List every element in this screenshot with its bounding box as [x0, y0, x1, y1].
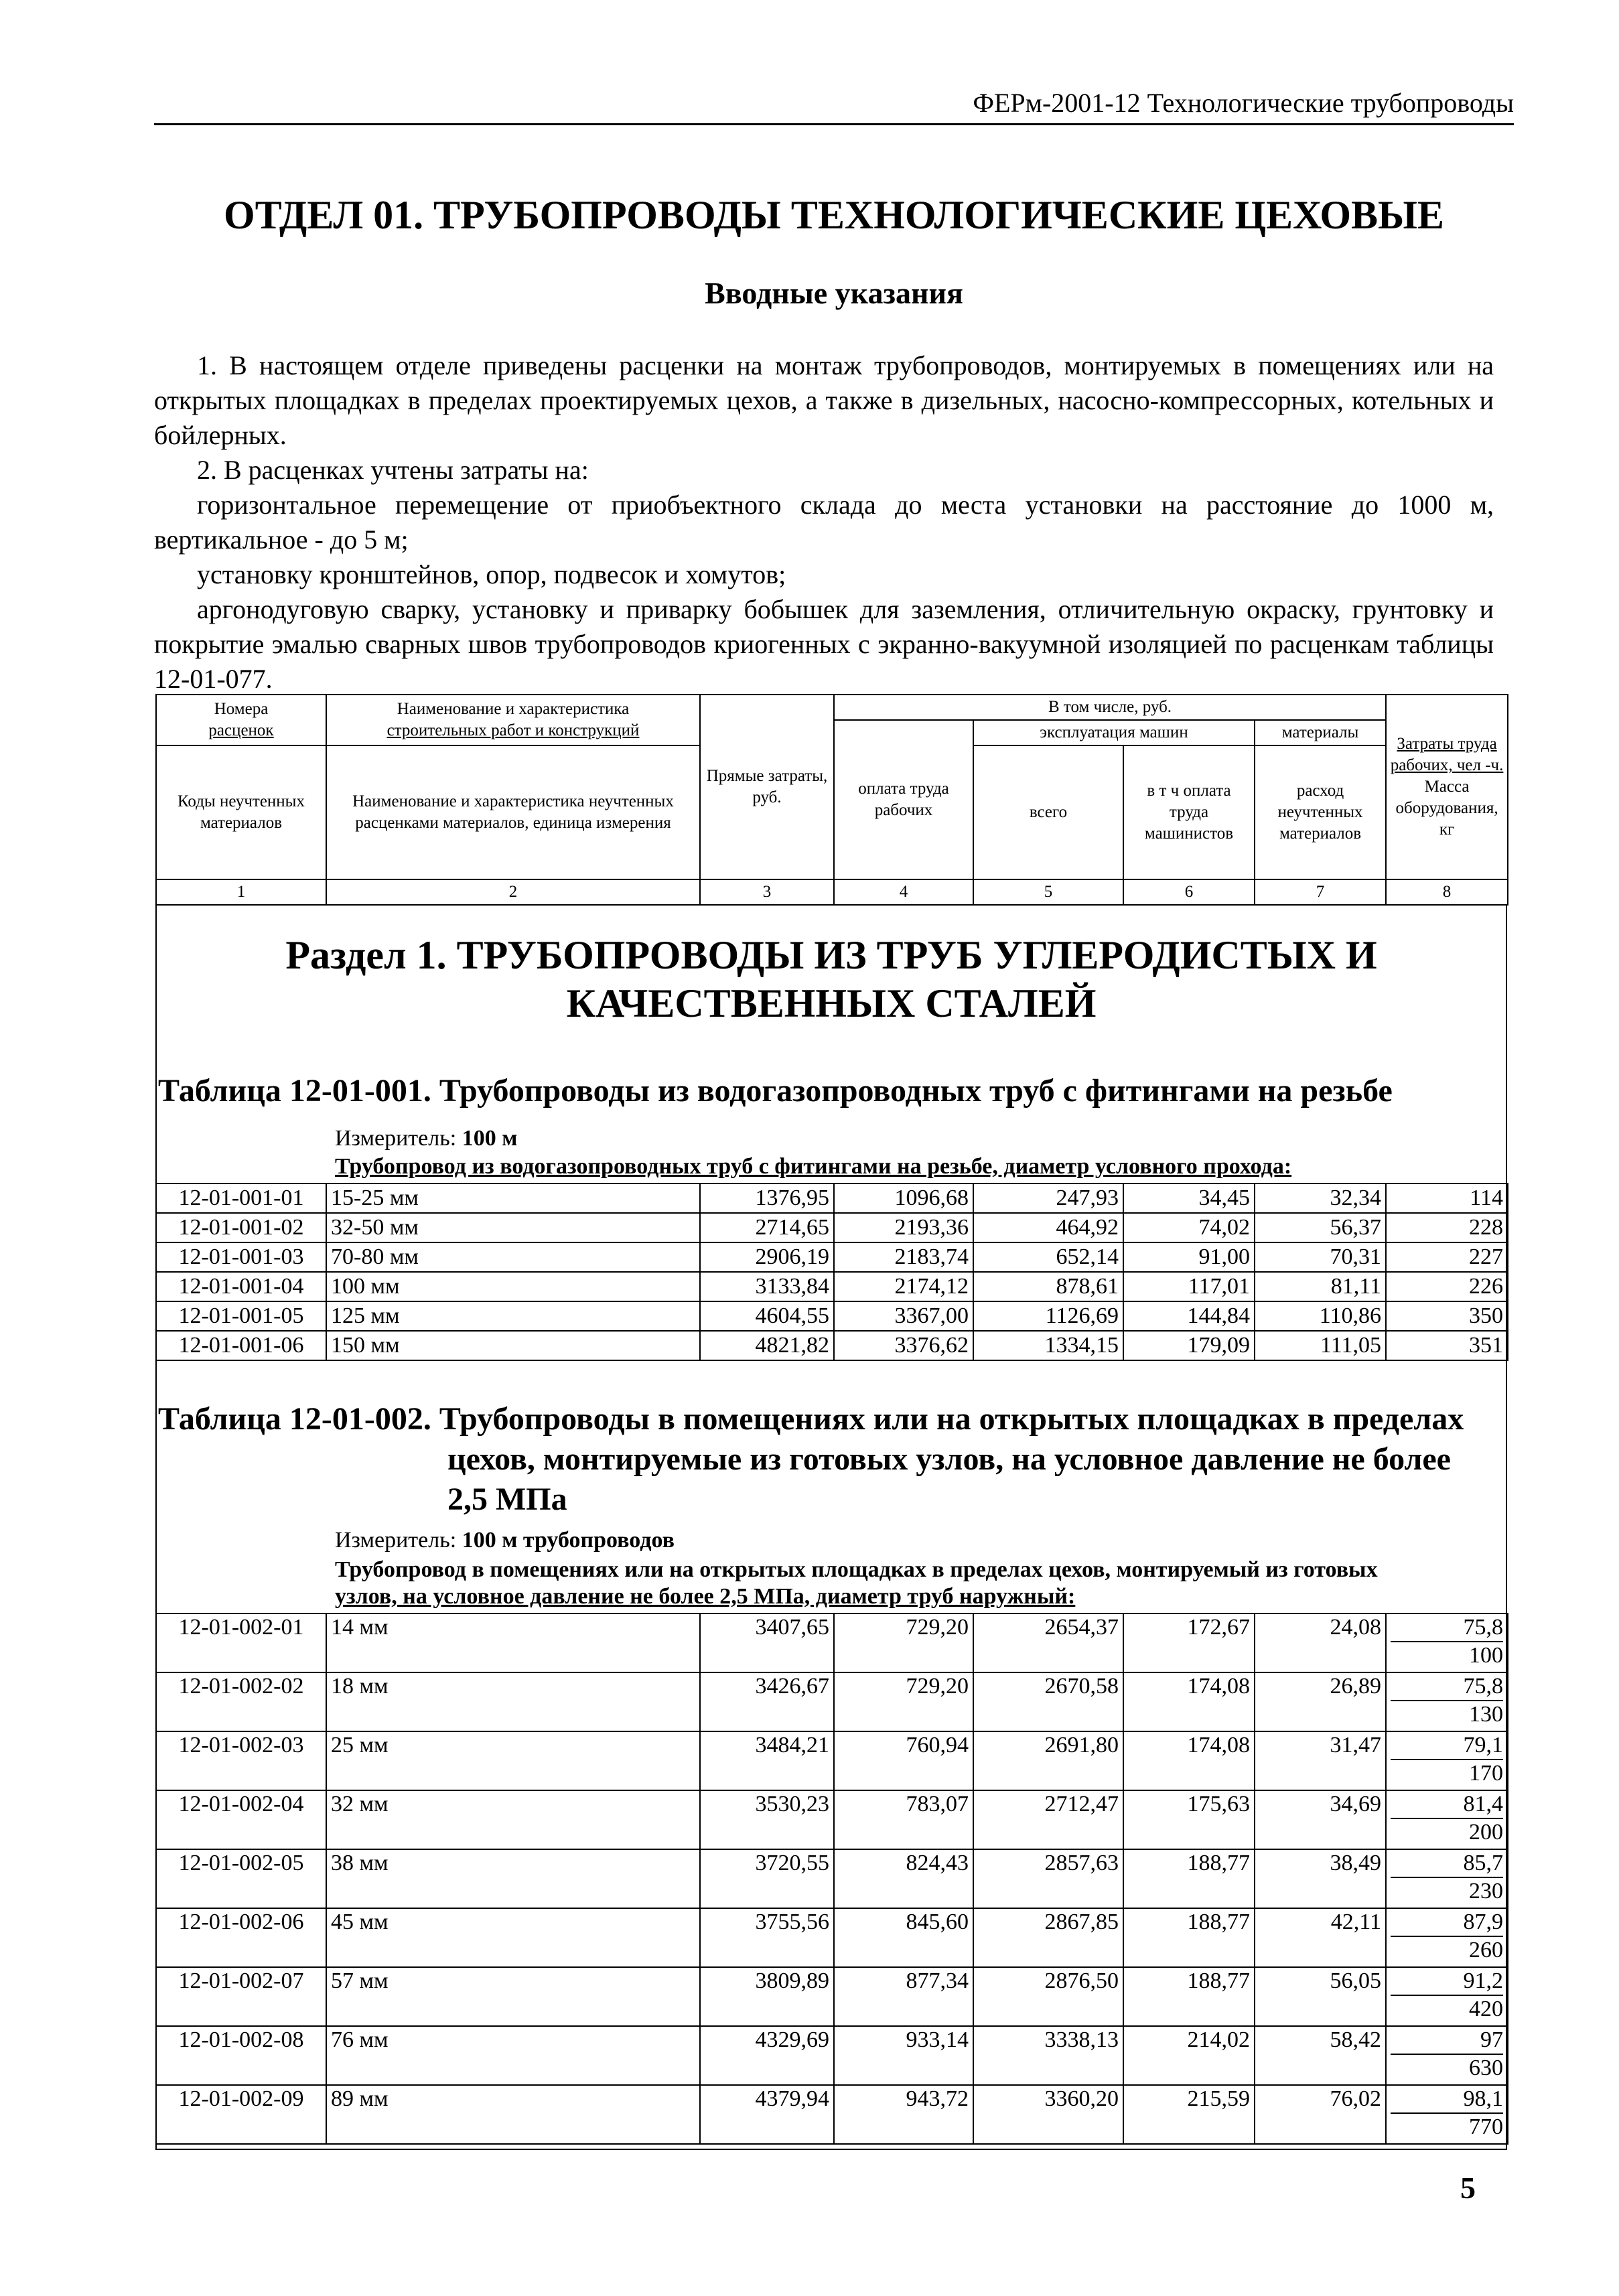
col-num-1: 1: [156, 879, 326, 905]
machinist-pay: 174,08: [1123, 1672, 1255, 1731]
materials: 26,89: [1255, 1672, 1386, 1731]
table-row: [156, 1301, 1508, 1331]
machine-total: 1126,69: [973, 1301, 1123, 1331]
table-2-title-line-1: Таблица 12-01-002. Трубопроводы в помещениях или на открытых площадках в пределах: [158, 1401, 1464, 1437]
labor-pay: 877,34: [834, 1967, 973, 2026]
direct-cost: 2906,19: [700, 1242, 834, 1272]
work-name: 38 мм: [326, 1849, 700, 1908]
table-1-group: Трубопровод из водогазопроводных труб с фитингами на резьбе, диаметр условного прохода:: [335, 1154, 1292, 1179]
direct-cost: 3407,65: [700, 1613, 834, 1672]
rate-code: 12-01-002-08: [156, 2026, 326, 2085]
labor-pay: 1096,68: [834, 1183, 973, 1213]
table-1-rows: [155, 1183, 1508, 1361]
labor-hours: 228: [1386, 1213, 1508, 1242]
labor-hours: 227: [1386, 1242, 1508, 1272]
labor-hours: 350: [1386, 1301, 1508, 1331]
materials: 111,05: [1255, 1331, 1386, 1360]
labor-hours: 114: [1386, 1183, 1508, 1213]
rate-code: 12-01-002-01: [156, 1613, 326, 1672]
intro-paragraph-3: горизонтальное перемещение от приобъектного склада до места установки на расстояние до 1000 м, вертикальное - до 5 м;: [154, 490, 1494, 555]
col-num-6: 6: [1123, 879, 1255, 905]
work-name: 32-50 мм: [326, 1213, 700, 1242]
materials: 81,11: [1255, 1272, 1386, 1301]
rate-code: 12-01-002-04: [156, 1790, 326, 1849]
section-title: Раздел 1. ТРУБОПРОВОДЫ ИЗ ТРУБ УГЛЕРОДИСТЫХ И КАЧЕСТВЕННЫХ СТАЛЕЙ: [285, 933, 1377, 1025]
intro-title: Вводные указания: [705, 276, 963, 310]
materials: 42,11: [1255, 1908, 1386, 1967]
col-num-3: 3: [700, 879, 834, 905]
direct-cost: 3133,84: [700, 1272, 834, 1301]
machine-total: 3338,13: [973, 2026, 1123, 2085]
machine-total: 2857,63: [973, 1849, 1123, 1908]
intro-paragraph-5: аргонодуговую сварку, установку и приварку бобышек для заземления, отличительную окраску, грунтовку и покрытие эмалью сварных швов трубопроводов криогенных с экранно-вакуумной изоляцией по расценкам таблицы 12-01-077.: [154, 594, 1494, 694]
labor-pay: 2183,74: [834, 1242, 973, 1272]
labor-hours: 226: [1386, 1272, 1508, 1301]
materials: 56,05: [1255, 1967, 1386, 2026]
header-col3: Прямые затраты, руб.: [700, 695, 834, 879]
table-row: [156, 1967, 1508, 2026]
labor-hours: 351: [1386, 1331, 1508, 1360]
work-name: 125 мм: [326, 1301, 700, 1331]
machinist-pay: 188,77: [1123, 1849, 1255, 1908]
labor-pay: 729,20: [834, 1672, 973, 1731]
machine-total: 2691,80: [973, 1731, 1123, 1790]
labor-pay: 2193,36: [834, 1213, 973, 1242]
labor-hours-and-mass: [1386, 2026, 1508, 2085]
table-row: [156, 1331, 1508, 1360]
rate-code: 12-01-002-06: [156, 1908, 326, 1967]
labor-hours-and-mass: [1386, 1790, 1508, 1849]
equipment-mass: 200: [1469, 1820, 1503, 1845]
table-row: [156, 1672, 1508, 1731]
table-row: [156, 1613, 1508, 1672]
equipment-mass: 260: [1469, 1938, 1503, 1962]
work-name: 100 мм: [326, 1272, 700, 1301]
machinist-pay: 172,67: [1123, 1613, 1255, 1672]
table-2-title-line-3: 2,5 МПа: [447, 1482, 567, 1517]
materials: 24,08: [1255, 1613, 1386, 1672]
labor-pay: 3376,62: [834, 1331, 973, 1360]
table-row: [156, 1731, 1508, 1790]
table-row: [156, 1183, 1508, 1213]
machine-total: 2712,47: [973, 1790, 1123, 1849]
machinist-pay: 144,84: [1123, 1301, 1255, 1331]
direct-cost: 3530,23: [700, 1790, 834, 1849]
rate-code: 12-01-001-04: [156, 1272, 326, 1301]
table-1-title: Таблица 12-01-001. Трубопроводы из водогазопроводных труб с фитингами на резьбе: [158, 1073, 1393, 1108]
direct-cost: 3809,89: [700, 1967, 834, 2026]
work-name: 14 мм: [326, 1613, 700, 1672]
rate-code: 12-01-001-02: [156, 1213, 326, 1242]
rate-code: 12-01-001-05: [156, 1301, 326, 1331]
running-head: ФЕРм-2001-12 Технологические трубопроводы: [154, 87, 1514, 125]
col-num-8: 8: [1386, 879, 1508, 905]
direct-cost: 4329,69: [700, 2026, 834, 2085]
machinist-pay: 117,01: [1123, 1272, 1255, 1301]
labor-hours: 81,4: [1391, 1791, 1503, 1819]
direct-cost: 3755,56: [700, 1908, 834, 1967]
header-col1-bottom: Коды неучтенных материалов: [156, 745, 326, 879]
direct-cost: 1376,95: [700, 1183, 834, 1213]
machinist-pay: 91,00: [1123, 1242, 1255, 1272]
materials: 56,37: [1255, 1213, 1386, 1242]
equipment-mass: 230: [1469, 1879, 1503, 1904]
labor-hours-and-mass: [1386, 1672, 1508, 1731]
labor-hours-and-mass: [1386, 2085, 1508, 2144]
machinist-pay: 175,63: [1123, 1790, 1255, 1849]
work-name: 45 мм: [326, 1908, 700, 1967]
labor-hours-and-mass: [1386, 1908, 1508, 1967]
table-2-title-line-2: цехов, монтируемые из готовых узлов, на условное давление не более: [447, 1441, 1451, 1477]
table-1-meter: Измеритель: 100 м: [335, 1126, 518, 1151]
rate-code: 12-01-002-07: [156, 1967, 326, 2026]
machine-total: 2876,50: [973, 1967, 1123, 2026]
labor-pay: 933,14: [834, 2026, 973, 2085]
intro-paragraph-1: 1. В настоящем отделе приведены расценки на монтаж трубопроводов, монтируемых в помещениях или на открытых площадках в пределах проектируемых цехов, а также в дизельных, насосно-компрессорных, котельных и бойлерных.: [154, 350, 1494, 450]
rate-code: 12-01-002-09: [156, 2085, 326, 2144]
table-2-group-line-1: Трубопровод в помещениях или на открытых площадках в пределах цехов, монтируемый из готовых: [335, 1557, 1378, 1582]
machinist-pay: 74,02: [1123, 1213, 1255, 1242]
labor-hours: 75,8: [1391, 1614, 1503, 1642]
table-row: [156, 1213, 1508, 1242]
machine-total: 652,14: [973, 1242, 1123, 1272]
labor-hours-and-mass: [1386, 1731, 1508, 1790]
col-num-2: 2: [326, 879, 700, 905]
machinist-pay: 188,77: [1123, 1908, 1255, 1967]
table-2-rows: [155, 1613, 1508, 2145]
equipment-mass: 130: [1469, 1702, 1503, 1727]
machine-total: 878,61: [973, 1272, 1123, 1301]
labor-hours-and-mass: [1386, 1613, 1508, 1672]
materials: 58,42: [1255, 2026, 1386, 2085]
labor-hours-and-mass: [1386, 1849, 1508, 1908]
equipment-mass: 420: [1469, 1997, 1503, 2021]
labor-hours: 87,9: [1391, 1909, 1503, 1937]
materials: 32,34: [1255, 1183, 1386, 1213]
work-name: 32 мм: [326, 1790, 700, 1849]
rate-code: 12-01-002-05: [156, 1849, 326, 1908]
labor-pay: 729,20: [834, 1613, 973, 1672]
table-row: [156, 2085, 1508, 2144]
work-name: 18 мм: [326, 1672, 700, 1731]
machine-total: 3360,20: [973, 2085, 1123, 2144]
labor-pay: 845,60: [834, 1908, 973, 1967]
materials: 110,86: [1255, 1301, 1386, 1331]
work-name: 15-25 мм: [326, 1183, 700, 1213]
work-name: 57 мм: [326, 1967, 700, 2026]
direct-cost: 4604,55: [700, 1301, 834, 1331]
table-row: [156, 1908, 1508, 1967]
equipment-mass: 770: [1469, 2114, 1503, 2139]
machine-total: 1334,15: [973, 1331, 1123, 1360]
intro-paragraph-4: установку кронштейнов, опор, подвесок и хомутов;: [197, 559, 786, 589]
machine-total: 2670,58: [973, 1672, 1123, 1731]
equipment-mass: 170: [1469, 1761, 1503, 1786]
header-col7: расход неучтенных материалов: [1255, 745, 1386, 879]
labor-hours: 91,2: [1391, 1968, 1503, 1996]
work-name: 76 мм: [326, 2026, 700, 2085]
header-col8: Затраты труда рабочих, чел -ч. Масса оборудования, кг: [1386, 695, 1508, 879]
labor-hours: 85,7: [1391, 1850, 1503, 1878]
rate-code: 12-01-001-06: [156, 1331, 326, 1360]
table-row: [156, 1242, 1508, 1272]
table-2-meter: Измеритель: 100 м трубопроводов: [335, 1528, 675, 1553]
header-col1-top: Номера расценок: [156, 695, 326, 745]
header-col5: всего: [973, 745, 1123, 879]
labor-hours: 98,1: [1391, 2086, 1503, 2114]
work-name: 25 мм: [326, 1731, 700, 1790]
labor-pay: 760,94: [834, 1731, 973, 1790]
direct-cost: 2714,65: [700, 1213, 834, 1242]
machinist-pay: 34,45: [1123, 1183, 1255, 1213]
header-materials: материалы: [1255, 720, 1386, 745]
equipment-mass: 100: [1469, 1643, 1503, 1668]
labor-pay: 783,07: [834, 1790, 973, 1849]
col-num-7: 7: [1255, 879, 1386, 905]
materials: 38,49: [1255, 1849, 1386, 1908]
header-machines: эксплуатация машин: [973, 720, 1255, 745]
work-name: 89 мм: [326, 2085, 700, 2144]
labor-hours-and-mass: [1386, 1967, 1508, 2026]
materials: 76,02: [1255, 2085, 1386, 2144]
department-title: ОТДЕЛ 01. ТРУБОПРОВОДЫ ТЕХНОЛОГИЧЕСКИЕ ЦЕХОВЫЕ: [224, 193, 1444, 237]
labor-pay: 943,72: [834, 2085, 973, 2144]
materials: 34,69: [1255, 1790, 1386, 1849]
rate-code: 12-01-001-03: [156, 1242, 326, 1272]
table-row: [156, 1790, 1508, 1849]
header-col2-bottom: Наименование и характеристика неучтенных расценками материалов, единица измерения: [326, 745, 700, 879]
machinist-pay: 188,77: [1123, 1967, 1255, 2026]
direct-cost: 3720,55: [700, 1849, 834, 1908]
machinist-pay: 214,02: [1123, 2026, 1255, 2085]
machine-total: 464,92: [973, 1213, 1123, 1242]
table-row: [156, 2026, 1508, 2085]
header-col2-top: Наименование и характеристика строительных работ и конструкций: [326, 695, 700, 745]
equipment-mass: 630: [1469, 2056, 1503, 2080]
table-row: [156, 1849, 1508, 1908]
work-name: 70-80 мм: [326, 1242, 700, 1272]
direct-cost: 4379,94: [700, 2085, 834, 2144]
intro-paragraph-2: 2. В расценках учтены затраты на:: [197, 455, 589, 485]
col-num-5: 5: [973, 879, 1123, 905]
materials: 31,47: [1255, 1731, 1386, 1790]
labor-pay: 3367,00: [834, 1301, 973, 1331]
header-including: В том числе, руб.: [834, 695, 1386, 720]
labor-hours: 97: [1391, 2027, 1503, 2055]
labor-hours: 79,1: [1391, 1732, 1503, 1760]
machine-total: 247,93: [973, 1183, 1123, 1213]
work-name: 150 мм: [326, 1331, 700, 1360]
machinist-pay: 215,59: [1123, 2085, 1255, 2144]
machinist-pay: 179,09: [1123, 1331, 1255, 1360]
header-col6: в т ч оплата труда машинистов: [1123, 745, 1255, 879]
rate-code: 12-01-002-03: [156, 1731, 326, 1790]
direct-cost: 3426,67: [700, 1672, 834, 1731]
table-row: [156, 1272, 1508, 1301]
labor-pay: 2174,12: [834, 1272, 973, 1301]
labor-pay: 824,43: [834, 1849, 973, 1908]
machine-total: 2867,85: [973, 1908, 1123, 1967]
direct-cost: 3484,21: [700, 1731, 834, 1790]
materials: 70,31: [1255, 1242, 1386, 1272]
col-num-4: 4: [834, 879, 973, 905]
machine-total: 2654,37: [973, 1613, 1123, 1672]
machinist-pay: 174,08: [1123, 1731, 1255, 1790]
labor-hours: 75,8: [1391, 1673, 1503, 1701]
direct-cost: 4821,82: [700, 1331, 834, 1360]
rate-code: 12-01-001-01: [156, 1183, 326, 1213]
page-number: 5: [1460, 2171, 1476, 2205]
rate-code: 12-01-002-02: [156, 1672, 326, 1731]
table-2-group-line-2: узлов, на условное давление не более 2,5 МПа, диаметр труб наружный:: [335, 1584, 1076, 1609]
header-col4: оплата труда рабочих: [834, 720, 973, 879]
intro-text: [154, 348, 1494, 697]
table-header: [155, 694, 1508, 906]
